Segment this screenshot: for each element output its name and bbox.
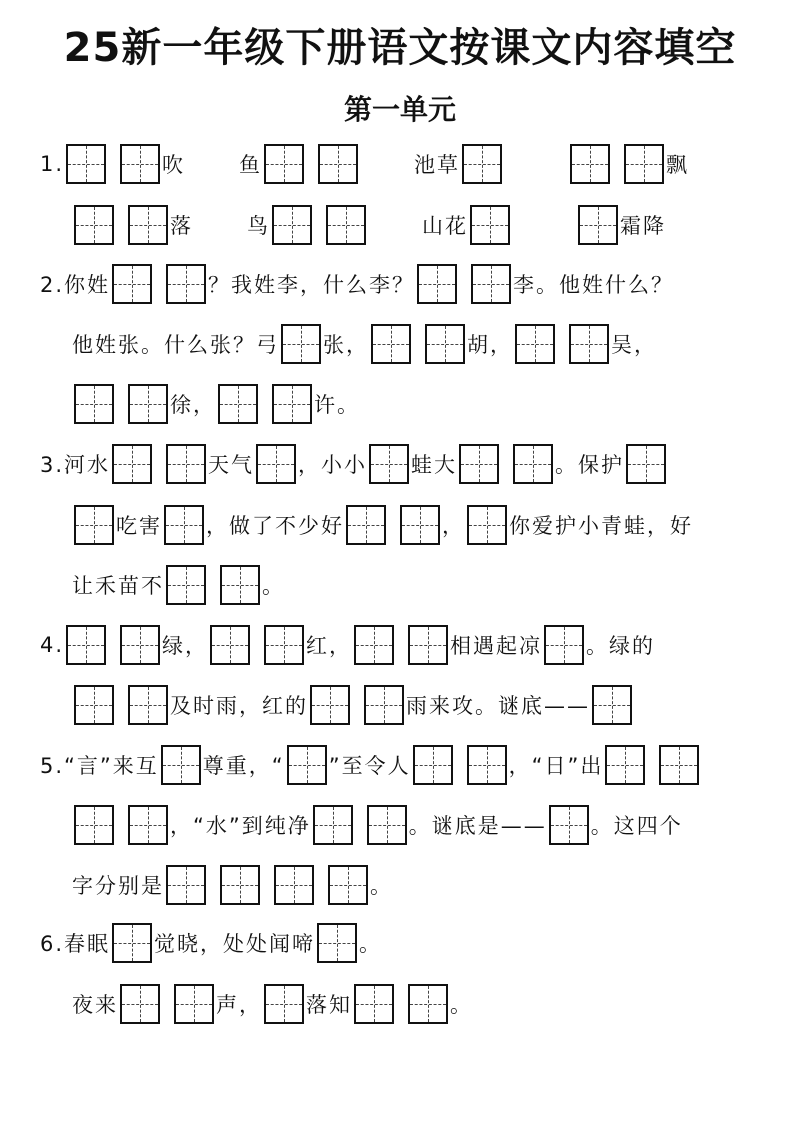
exercise-text: 胡， — [467, 333, 513, 357]
exercise-text: 。 — [262, 574, 285, 598]
exercise-text: 飘 — [666, 153, 690, 177]
tianzige-blank-box[interactable] — [317, 923, 357, 963]
exercise-text: 吹 — [162, 153, 186, 177]
tianzige-blank-box[interactable] — [166, 264, 206, 304]
tianzige-blank-box[interactable] — [166, 865, 206, 905]
tianzige-blank-box[interactable] — [74, 805, 114, 845]
exercise-text: ”至令人 — [328, 754, 411, 778]
exercise-text: 6.春眠 — [40, 932, 111, 956]
tianzige-blank-box[interactable] — [369, 444, 409, 484]
tianzige-blank-box[interactable] — [515, 324, 555, 364]
exercise-text: 落 — [170, 214, 193, 238]
exercise-text: ，小小 — [298, 453, 368, 477]
exercise-text: 5.“言”来互 — [40, 754, 159, 778]
worksheet-title: 25新一年级下册语文按课文内容填空 — [63, 25, 737, 71]
tianzige-blank-box[interactable] — [467, 745, 507, 785]
tianzige-blank-box[interactable] — [220, 565, 260, 605]
tianzige-blank-box[interactable] — [459, 444, 499, 484]
tianzige-blank-box[interactable] — [272, 384, 312, 424]
exercise-text: 天气 — [208, 453, 255, 477]
exercise-line — [72, 863, 393, 907]
tianzige-blank-box[interactable] — [346, 505, 386, 545]
exercise-line — [72, 203, 666, 247]
exercise-text: 红， — [306, 634, 353, 658]
exercise-line — [40, 623, 655, 667]
tianzige-blank-box[interactable] — [74, 205, 114, 245]
exercise-text: 绿， — [162, 634, 209, 658]
tianzige-blank-box[interactable] — [264, 625, 304, 665]
tianzige-blank-box[interactable] — [274, 865, 314, 905]
tianzige-blank-box[interactable] — [624, 144, 664, 184]
exercise-text: 。这四个 — [590, 814, 683, 838]
exercise-text: ，做了不少好 — [206, 514, 344, 538]
exercise-text: 4. — [40, 633, 65, 657]
exercise-line — [72, 503, 693, 547]
exercise-line — [72, 683, 634, 727]
exercise-text: 许。 — [314, 393, 360, 417]
tianzige-blank-box[interactable] — [66, 144, 106, 184]
exercise-text: 觉晓，处处闻啼 — [154, 932, 316, 956]
tianzige-blank-box[interactable] — [364, 685, 404, 725]
tianzige-blank-box[interactable] — [626, 444, 666, 484]
tianzige-blank-box[interactable] — [354, 625, 394, 665]
exercise-line — [40, 262, 674, 306]
exercise-line — [72, 563, 285, 607]
tianzige-blank-box[interactable] — [354, 984, 394, 1024]
tianzige-blank-box[interactable] — [281, 324, 321, 364]
tianzige-blank-box[interactable] — [471, 264, 511, 304]
tianzige-blank-box[interactable] — [74, 505, 114, 545]
tianzige-blank-box[interactable] — [264, 144, 304, 184]
tianzige-blank-box[interactable] — [544, 625, 584, 665]
exercise-text: ，“日”出 — [508, 754, 604, 778]
tianzige-blank-box[interactable] — [408, 625, 448, 665]
tianzige-blank-box[interactable] — [128, 384, 168, 424]
exercise-text: 让禾苗不 — [72, 574, 164, 598]
tianzige-blank-box[interactable] — [256, 444, 296, 484]
tianzige-blank-box[interactable] — [318, 144, 358, 184]
exercise-text: 。谜底是—— — [408, 814, 547, 838]
exercise-text: 池草 — [414, 153, 461, 177]
exercise-line — [72, 322, 657, 366]
tianzige-blank-box[interactable] — [218, 384, 258, 424]
exercise-text: 他姓张。什么张？弓 — [72, 333, 279, 357]
exercise-text: 鸟 — [247, 214, 270, 238]
tianzige-blank-box[interactable] — [112, 923, 152, 963]
tianzige-blank-box[interactable] — [578, 205, 618, 245]
exercise-text: 徐， — [170, 393, 216, 417]
exercise-text: ？我姓李，什么李？ — [208, 273, 416, 297]
tianzige-blank-box[interactable] — [470, 205, 510, 245]
exercise-text: 。 — [359, 932, 383, 956]
tianzige-blank-box[interactable] — [161, 745, 201, 785]
exercise-text: 蛙大 — [411, 453, 458, 477]
tianzige-blank-box[interactable] — [128, 205, 168, 245]
unit-heading: 第一单元 — [343, 93, 456, 126]
tianzige-blank-box[interactable] — [417, 264, 457, 304]
tianzige-blank-box[interactable] — [462, 144, 502, 184]
tianzige-blank-box[interactable] — [264, 984, 304, 1024]
tianzige-blank-box[interactable] — [605, 745, 645, 785]
exercise-text: 张， — [323, 333, 369, 357]
tianzige-blank-box[interactable] — [120, 984, 160, 1024]
exercise-text: 吴， — [611, 333, 657, 357]
tianzige-blank-box[interactable] — [174, 984, 214, 1024]
tianzige-blank-box[interactable] — [367, 805, 407, 845]
tianzige-blank-box[interactable] — [112, 264, 152, 304]
exercise-line — [40, 921, 382, 965]
tianzige-blank-box[interactable] — [166, 565, 206, 605]
tianzige-blank-box[interactable] — [310, 685, 350, 725]
tianzige-blank-box[interactable] — [659, 745, 699, 785]
exercise-text: 尊重，“ — [202, 754, 285, 778]
exercise-text: 。绿的 — [586, 634, 656, 658]
exercise-line — [40, 743, 701, 787]
exercise-text: 2.你姓 — [40, 273, 111, 297]
tianzige-blank-box[interactable] — [549, 805, 589, 845]
tianzige-blank-box[interactable] — [210, 625, 250, 665]
exercise-text: 鱼 — [239, 153, 263, 177]
tianzige-blank-box[interactable] — [326, 205, 366, 245]
exercise-text: 1. — [40, 152, 65, 176]
tianzige-blank-box[interactable] — [371, 324, 411, 364]
exercise-text: ， — [442, 514, 465, 538]
exercise-text: 及时雨，红的 — [170, 694, 308, 718]
tianzige-blank-box[interactable] — [313, 805, 353, 845]
tianzige-blank-box[interactable] — [272, 205, 312, 245]
exercise-line — [40, 142, 689, 186]
tianzige-blank-box[interactable] — [425, 324, 465, 364]
exercise-text: 夜来 — [72, 993, 118, 1017]
exercise-text: 李。他姓什么？ — [513, 273, 675, 297]
exercise-text: 。保护 — [555, 453, 625, 477]
exercise-text: 。 — [450, 993, 473, 1017]
exercise-line — [72, 382, 360, 426]
exercise-line — [72, 803, 683, 847]
exercise-text: 你爱护小青蛙，好 — [509, 514, 693, 538]
exercise-text: 落知 — [306, 993, 352, 1017]
tianzige-blank-box[interactable] — [74, 685, 114, 725]
tianzige-blank-box[interactable] — [220, 865, 260, 905]
tianzige-blank-box[interactable] — [408, 984, 448, 1024]
tianzige-blank-box[interactable] — [413, 745, 453, 785]
tianzige-blank-box[interactable] — [467, 505, 507, 545]
tianzige-blank-box[interactable] — [112, 444, 152, 484]
tianzige-blank-box[interactable] — [287, 745, 327, 785]
exercise-text: 吃害 — [116, 514, 162, 538]
exercise-text: 3.河水 — [40, 453, 111, 477]
exercise-text: 山花 — [422, 214, 468, 238]
exercise-text: 字分别是 — [72, 874, 164, 898]
exercise-line — [40, 442, 668, 486]
exercise-text: 相遇起凉 — [450, 634, 543, 658]
tianzige-blank-box[interactable] — [74, 384, 114, 424]
tianzige-blank-box[interactable] — [128, 805, 168, 845]
tianzige-blank-box[interactable] — [328, 865, 368, 905]
exercise-text: ，“水”到纯净 — [170, 814, 311, 838]
exercise-text: 雨来攻。谜底—— — [406, 694, 590, 718]
tianzige-blank-box[interactable] — [164, 505, 204, 545]
tianzige-blank-box[interactable] — [166, 444, 206, 484]
exercise-text: 。 — [370, 874, 393, 898]
tianzige-blank-box[interactable] — [592, 685, 632, 725]
tianzige-blank-box[interactable] — [120, 144, 160, 184]
tianzige-blank-box[interactable] — [66, 625, 106, 665]
tianzige-blank-box[interactable] — [570, 144, 610, 184]
exercise-line — [72, 982, 473, 1026]
tianzige-blank-box[interactable] — [569, 324, 609, 364]
tianzige-blank-box[interactable] — [400, 505, 440, 545]
tianzige-blank-box[interactable] — [128, 685, 168, 725]
tianzige-blank-box[interactable] — [513, 444, 553, 484]
tianzige-blank-box[interactable] — [120, 625, 160, 665]
exercise-text: 霜降 — [620, 214, 666, 238]
exercise-text: 声， — [216, 993, 262, 1017]
